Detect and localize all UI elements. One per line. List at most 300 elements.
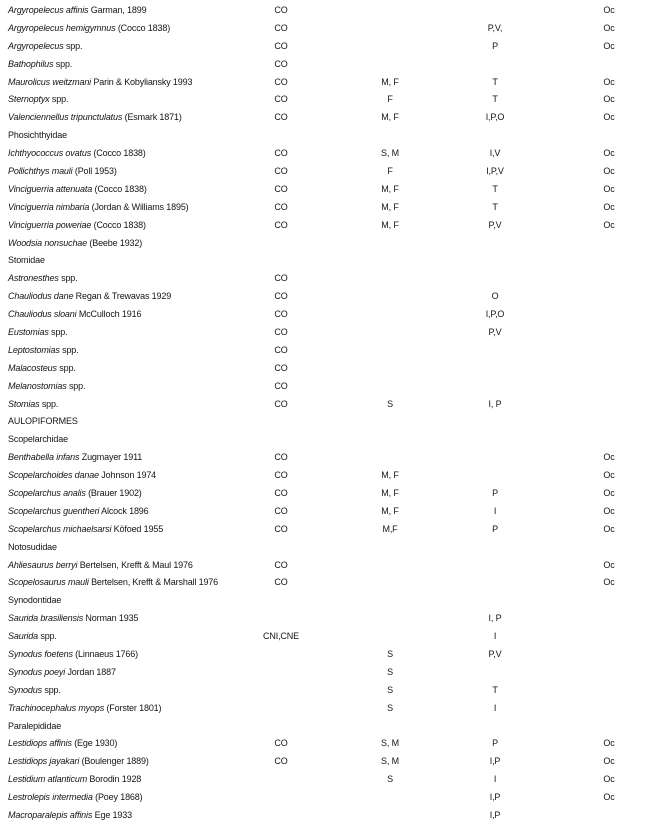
maturity-code-cell: [312, 234, 468, 252]
habitat-code-cell: P,V: [488, 649, 502, 659]
spacer-cell: [522, 162, 556, 180]
region-code-cell: Oc: [603, 523, 615, 534]
occurrence-code-cell: CO: [274, 219, 288, 230]
species-name: Vinciguerria poweriae: [8, 219, 92, 230]
spacer-cell: [522, 395, 556, 413]
species-cell: [0, 198, 250, 216]
species-authority: Bertelsen, Krefft & Marshall 1976: [91, 577, 219, 588]
species-name: Valenciennellus tripunctulatus: [8, 112, 123, 123]
occurrence-code-cell: CO: [274, 165, 288, 176]
spacer-cell: [522, 55, 556, 73]
region-code-cell: [556, 323, 662, 341]
maturity-code-cell: [312, 19, 468, 37]
species-cell: [0, 162, 250, 180]
occurrence-code-cell: [250, 806, 312, 824]
maturity-code-cell: S, M: [381, 148, 399, 159]
habitat-code-cell: [468, 466, 522, 484]
spacer-cell: [522, 609, 556, 627]
spacer-cell: [522, 198, 556, 216]
species-authority: Norman 1935: [85, 613, 139, 624]
species-authority: Alcock 1896: [101, 505, 149, 516]
species-name: Lestidiops jayakari: [8, 756, 80, 767]
maturity-code-cell: [312, 627, 468, 645]
species-cell: [0, 287, 250, 305]
table-row: [0, 108, 662, 126]
species-authority: spp.: [40, 631, 57, 642]
species-name: Scopelarchoides danae: [8, 470, 99, 481]
maturity-code-cell: M, F: [381, 219, 399, 230]
species-cell: [0, 73, 250, 91]
species-name: Stomias: [8, 398, 40, 409]
maturity-code-cell: S: [387, 398, 393, 409]
table-row: [0, 752, 662, 770]
maturity-code-cell: M, F: [381, 112, 399, 123]
spacer-cell: [522, 287, 556, 305]
table-row: [0, 466, 662, 484]
species-authority: (Poey 1868): [95, 792, 143, 803]
region-code-cell: Oc: [603, 148, 615, 159]
species-name: Sternoptyx: [8, 94, 50, 105]
habitat-code-cell: P,V,: [487, 22, 503, 33]
species-name: Chauliodus sloani: [8, 309, 77, 320]
habitat-code-cell: I,P,O: [485, 112, 505, 123]
habitat-code-cell: I: [493, 702, 497, 713]
table-row: [0, 574, 662, 592]
maturity-code-cell: [312, 323, 468, 341]
table-row: [0, 645, 662, 663]
habitat-code-cell: [468, 448, 522, 466]
spacer-cell: [522, 699, 556, 717]
species-name: Lestidiops affinis: [8, 738, 72, 749]
maturity-code-cell: F: [387, 94, 393, 105]
species-cell: [0, 788, 250, 806]
region-code-cell: [556, 806, 662, 824]
occurrence-code-cell: [250, 681, 312, 699]
species-cell: [0, 752, 250, 770]
habitat-code-cell: [468, 234, 522, 252]
habitat-code-cell: I: [493, 631, 497, 642]
region-code-cell: Oc: [603, 4, 615, 15]
species-name: Scopelarchus analis: [8, 487, 86, 498]
region-code-cell: Oc: [603, 183, 615, 194]
maturity-code-cell: [312, 609, 468, 627]
occurrence-code-cell: CO: [274, 738, 288, 749]
habitat-code-cell: I,P: [489, 792, 501, 803]
species-cell: [0, 1, 250, 19]
habitat-code-cell: T: [492, 201, 498, 212]
species-authority: (Esmark 1871): [124, 112, 182, 123]
maturity-code-cell: [312, 287, 468, 305]
region-code-cell: [556, 359, 662, 377]
table-row: [0, 180, 662, 198]
region-code-cell: [556, 234, 662, 252]
species-name: Woodsia nonsuchae: [8, 237, 88, 248]
spacer-cell: [522, 90, 556, 108]
habitat-code-cell: I,P,V: [486, 165, 504, 176]
region-code-cell: Oc: [603, 40, 615, 51]
region-code-cell: Oc: [603, 219, 615, 230]
maturity-code-cell: S: [387, 774, 393, 785]
species-authority: Bertelsen, Krefft & Maul 1976: [79, 559, 193, 570]
table-row: [0, 448, 662, 466]
species-authority: Regan & Trewavas 1929: [75, 291, 172, 302]
maturity-code-cell: M,F: [382, 523, 398, 534]
table-row: [0, 126, 662, 144]
maturity-code-cell: [312, 1, 468, 19]
occurrence-code-cell: CO: [274, 94, 288, 105]
habitat-code-cell: I,P: [489, 810, 501, 821]
species-name: Argyropelecus hemigymnus: [8, 22, 116, 33]
family-header: Paralepididae: [8, 720, 62, 731]
region-code-cell: Oc: [603, 577, 615, 588]
region-code-cell: Oc: [603, 505, 615, 516]
family-header: Notosudidae: [8, 541, 57, 552]
species-name: Scopelosaurus mauli: [8, 577, 89, 588]
maturity-code-cell: [312, 806, 468, 824]
habitat-code-cell: I,V: [489, 148, 501, 159]
habitat-code-cell: I, P: [488, 613, 502, 624]
habitat-code-cell: I,P: [489, 756, 501, 767]
table-row: [0, 484, 662, 502]
occurrence-code-cell: CO: [274, 380, 288, 391]
habitat-code-cell: P,V: [488, 219, 502, 230]
table-row: [0, 55, 662, 73]
species-authority: spp.: [51, 94, 69, 105]
species-cell: [0, 627, 250, 645]
region-code-cell: Oc: [603, 738, 615, 749]
species-cell: [0, 556, 250, 574]
occurrence-code-cell: CO: [274, 40, 288, 51]
species-cell: [0, 502, 250, 520]
occurrence-code-cell: CNI,CNE: [263, 631, 299, 642]
region-code-cell: [556, 305, 662, 323]
habitat-code-cell: P: [492, 738, 498, 749]
maturity-code-cell: M, F: [381, 201, 399, 212]
spacer-cell: [522, 627, 556, 645]
occurrence-code-cell: CO: [274, 487, 288, 498]
maturity-code-cell: [312, 305, 468, 323]
region-code-cell: [556, 341, 662, 359]
region-code-cell: [556, 55, 662, 73]
maturity-code-cell: M, F: [381, 487, 399, 498]
table-row: [0, 717, 662, 735]
occurrence-code-cell: [250, 645, 312, 663]
spacer-cell: [522, 216, 556, 234]
spacer-cell: [522, 37, 556, 55]
spacer-cell: [522, 466, 556, 484]
species-cell: [0, 377, 250, 395]
spacer-cell: [522, 323, 556, 341]
maturity-code-cell: M, F: [381, 76, 399, 87]
species-authority: Johnson 1974: [101, 470, 157, 481]
species-authority: spp.: [41, 398, 59, 409]
species-cell: [0, 574, 250, 592]
species-authority: spp.: [59, 362, 76, 373]
species-name: Melanostomias: [8, 380, 67, 391]
habitat-code-cell: T: [492, 76, 498, 87]
species-authority: Köfoed 1955: [113, 523, 164, 534]
species-authority: (Jordan & Williams 1895): [91, 201, 189, 212]
maturity-code-cell: [312, 574, 468, 592]
spacer-cell: [522, 788, 556, 806]
species-cell: [0, 395, 250, 413]
species-table: [0, 1, 662, 824]
species-cell: [0, 806, 250, 824]
species-cell: [0, 770, 250, 788]
order-header: AULOPIFORMES: [8, 416, 78, 427]
region-code-cell: Oc: [603, 774, 615, 785]
spacer-cell: [522, 377, 556, 395]
occurrence-code-cell: CO: [274, 505, 288, 516]
occurrence-code-cell: CO: [274, 58, 288, 69]
species-authority: (Boulenger 1889): [81, 756, 149, 767]
table-row: [0, 430, 662, 448]
spacer-cell: [522, 752, 556, 770]
species-name: Synodus poeyi: [8, 666, 66, 677]
occurrence-code-cell: CO: [274, 344, 288, 355]
spacer-cell: [522, 359, 556, 377]
habitat-code-cell: [468, 574, 522, 592]
table-row: [0, 591, 662, 609]
table-row: [0, 251, 662, 269]
maturity-code-cell: [312, 37, 468, 55]
region-code-cell: Oc: [603, 22, 615, 33]
species-authority: Garman, 1899: [90, 4, 147, 15]
habitat-code-cell: [468, 1, 522, 19]
region-code-cell: Oc: [603, 792, 615, 803]
table-row: [0, 412, 662, 430]
habitat-code-cell: [468, 556, 522, 574]
spacer-cell: [522, 144, 556, 162]
species-name: Saurida: [8, 631, 38, 642]
species-authority: (Brauer 1902): [88, 487, 142, 498]
occurrence-code-cell: [250, 699, 312, 717]
table-row: [0, 216, 662, 234]
species-cell: [0, 645, 250, 663]
habitat-code-cell: P,V: [488, 326, 502, 337]
species-name: Pollichthys mauli: [8, 165, 73, 176]
species-cell: [0, 90, 250, 108]
habitat-code-cell: O: [491, 291, 499, 302]
species-name: Vinciguerria attenuata: [8, 183, 93, 194]
table-row: [0, 19, 662, 37]
region-code-cell: [556, 681, 662, 699]
maturity-code-cell: M, F: [381, 183, 399, 194]
spacer-cell: [522, 520, 556, 538]
occurrence-code-cell: CO: [274, 362, 288, 373]
maturity-code-cell: S, M: [381, 738, 399, 749]
region-code-cell: [556, 269, 662, 287]
species-cell: [0, 448, 250, 466]
habitat-code-cell: T: [492, 94, 498, 105]
occurrence-code-cell: CO: [274, 183, 288, 194]
habitat-code-cell: [468, 55, 522, 73]
table-row: [0, 90, 662, 108]
region-code-cell: [556, 287, 662, 305]
species-cell: [0, 19, 250, 37]
table-row: [0, 770, 662, 788]
occurrence-code-cell: [250, 770, 312, 788]
species-authority: Jordan 1887: [67, 666, 116, 677]
habitat-code-cell: [468, 359, 522, 377]
species-authority: (Cocco 1838): [93, 148, 146, 159]
species-cell: [0, 681, 250, 699]
species-cell: [0, 699, 250, 717]
species-cell: [0, 735, 250, 753]
maturity-code-cell: M, F: [381, 470, 399, 481]
maturity-code-cell: M, F: [381, 505, 399, 516]
occurrence-code-cell: CO: [274, 452, 288, 463]
occurrence-code-cell: CO: [274, 559, 288, 570]
habitat-code-cell: I: [493, 505, 497, 516]
maturity-code-cell: S: [387, 666, 393, 677]
maturity-code-cell: [312, 55, 468, 73]
table-row: [0, 681, 662, 699]
habitat-code-cell: [468, 377, 522, 395]
spacer-cell: [522, 19, 556, 37]
species-authority: (Cocco 1838): [117, 22, 171, 33]
species-authority: Borodin 1928: [89, 774, 142, 785]
family-header: Phosichthyidae: [8, 130, 67, 141]
species-name: Ichthyococcus ovatus: [8, 148, 92, 159]
species-name: Maurolicus weitzmani: [8, 76, 92, 87]
region-code-cell: [556, 627, 662, 645]
species-authority: McCulloch 1916: [78, 309, 142, 320]
species-name: Vinciguerria nimbaria: [8, 201, 90, 212]
species-cell: [0, 609, 250, 627]
region-code-cell: Oc: [603, 559, 615, 570]
habitat-code-cell: I, P: [488, 398, 502, 409]
species-cell: [0, 359, 250, 377]
table-row: [0, 627, 662, 645]
habitat-code-cell: [468, 269, 522, 287]
species-name: Trachinocephalus myops: [8, 702, 105, 713]
region-code-cell: Oc: [603, 756, 615, 767]
habitat-code-cell: P: [492, 40, 498, 51]
maturity-code-cell: [312, 556, 468, 574]
region-code-cell: Oc: [603, 165, 615, 176]
maturity-code-cell: [312, 788, 468, 806]
table-row: [0, 609, 662, 627]
spacer-cell: [522, 108, 556, 126]
occurrence-code-cell: CO: [274, 4, 288, 15]
spacer-cell: [522, 341, 556, 359]
occurrence-code-cell: CO: [274, 756, 288, 767]
region-code-cell: Oc: [603, 94, 615, 105]
species-authority: spp.: [62, 344, 79, 355]
species-name: Macroparalepis affinis: [8, 810, 93, 821]
spacer-cell: [522, 556, 556, 574]
species-authority: spp.: [61, 273, 78, 284]
species-cell: [0, 55, 250, 73]
region-code-cell: Oc: [603, 76, 615, 87]
spacer-cell: [522, 305, 556, 323]
occurrence-code-cell: CO: [274, 577, 288, 588]
occurrence-code-cell: CO: [274, 201, 288, 212]
region-code-cell: [556, 395, 662, 413]
species-cell: [0, 108, 250, 126]
maturity-code-cell: S: [387, 684, 393, 695]
table-row: [0, 520, 662, 538]
table-row: [0, 1, 662, 19]
species-cell: [0, 37, 250, 55]
occurrence-code-cell: CO: [274, 470, 288, 481]
species-name: Leptostomias: [8, 344, 60, 355]
species-authority: Ege 1933: [94, 810, 132, 821]
species-table-body: [0, 1, 662, 824]
family-header: Scopelarchidae: [8, 434, 68, 445]
species-authority: spp.: [44, 684, 61, 695]
habitat-code-cell: I,P,O: [485, 309, 505, 320]
species-cell: [0, 305, 250, 323]
species-authority: (Cocco 1838): [93, 219, 146, 230]
maturity-code-cell: [312, 269, 468, 287]
occurrence-code-cell: CO: [274, 291, 288, 302]
spacer-cell: [522, 681, 556, 699]
species-authority: (Forster 1801): [106, 702, 162, 713]
occurrence-code-cell: [250, 234, 312, 252]
species-cell: [0, 341, 250, 359]
spacer-cell: [522, 770, 556, 788]
region-code-cell: [556, 699, 662, 717]
region-code-cell: [556, 377, 662, 395]
maturity-code-cell: [312, 448, 468, 466]
spacer-cell: [522, 663, 556, 681]
habitat-code-cell: P: [492, 523, 498, 534]
region-code-cell: [556, 663, 662, 681]
occurrence-code-cell: CO: [274, 326, 288, 337]
species-authority: (Linnaeus 1766): [75, 649, 138, 659]
table-row: [0, 538, 662, 556]
table-row: [0, 788, 662, 806]
species-name: Chauliodus dane: [8, 291, 74, 302]
table-row: [0, 395, 662, 413]
occurrence-code-cell: CO: [274, 112, 288, 123]
species-cell: [0, 269, 250, 287]
occurrence-code-cell: CO: [274, 273, 288, 284]
table-row: [0, 305, 662, 323]
species-authority: (Cocco 1838): [94, 183, 147, 194]
habitat-code-cell: [468, 341, 522, 359]
spacer-cell: [522, 269, 556, 287]
maturity-code-cell: S: [387, 702, 393, 713]
species-cell: [0, 484, 250, 502]
family-header: Stomidae: [8, 255, 45, 266]
species-authority: spp.: [55, 58, 73, 69]
species-name: Argyropelecus affinis: [8, 4, 89, 15]
habitat-code-cell: T: [492, 684, 498, 695]
occurrence-code-cell: [250, 788, 312, 806]
region-code-cell: Oc: [603, 452, 615, 463]
table-row: [0, 234, 662, 252]
maturity-code-cell: S: [387, 649, 393, 659]
species-authority: (Beebe 1932): [89, 237, 143, 248]
region-code-cell: Oc: [603, 487, 615, 498]
occurrence-code-cell: CO: [274, 309, 288, 320]
table-row: [0, 198, 662, 216]
table-row: [0, 323, 662, 341]
occurrence-code-cell: [250, 609, 312, 627]
table-row: [0, 341, 662, 359]
table-row: [0, 144, 662, 162]
occurrence-code-cell: CO: [274, 398, 288, 409]
maturity-code-cell: [312, 377, 468, 395]
occurrence-code-cell: CO: [274, 22, 288, 33]
occurrence-code-cell: CO: [274, 76, 288, 87]
spacer-cell: [522, 645, 556, 663]
species-cell: [0, 466, 250, 484]
habitat-code-cell: [468, 663, 522, 681]
